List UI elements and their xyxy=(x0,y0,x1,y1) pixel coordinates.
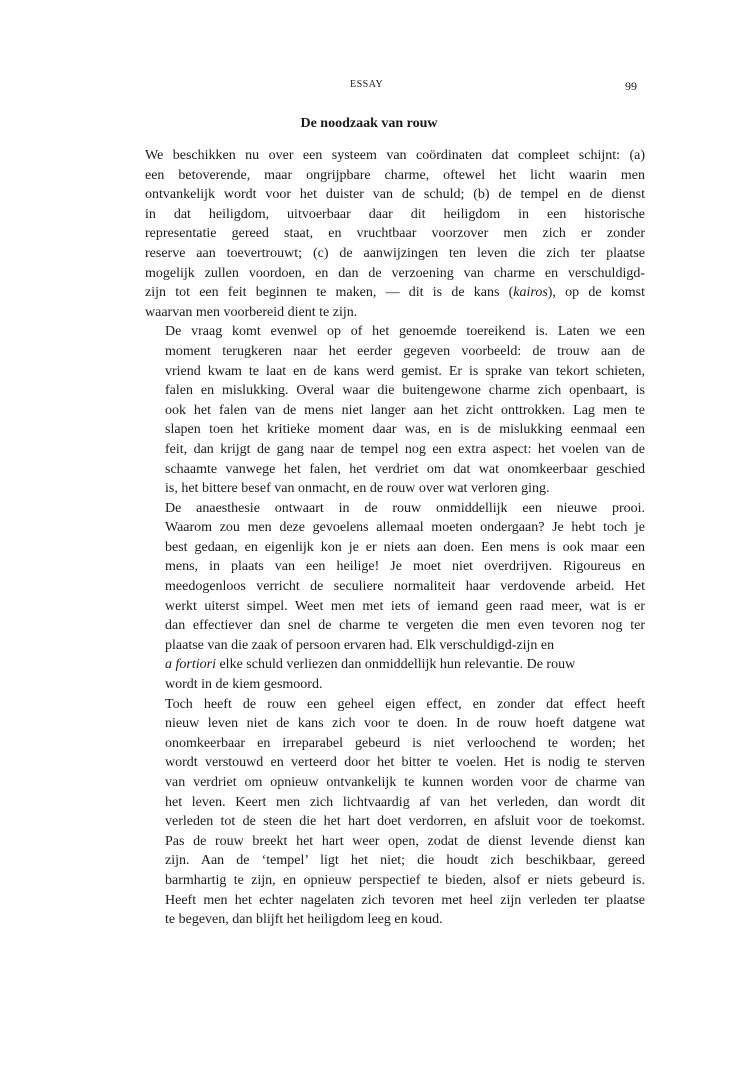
text-line: meedogenloos verricht de seculiere normaliteit haar verdovende arbeid. Het xyxy=(165,579,645,595)
text-line: plaatse van die zaak of persoon ervaren had. Elk verschuldigd-zijn en xyxy=(165,637,555,653)
text-line: Toch heeft de rouw een geheel eigen effect, en zonder dat effect heeft xyxy=(165,696,645,712)
text-segment: ), op de komst xyxy=(547,285,646,301)
text-line: moment terugkeren naar het eerder gegeven voorbeeld: de trouw aan de xyxy=(165,343,645,359)
text-line: nieuw leven niet de kans zich voor te doen. In de rouw hoeft datgene wat xyxy=(165,716,645,732)
text-line xyxy=(145,655,645,675)
essay-title: De noodzaak van rouw xyxy=(300,116,438,131)
text-line: falen en mislukking. Overal waar die buitengewone charme zich openbaart, is xyxy=(165,383,645,399)
text-line: werkt uiterst simpel. Weet men met iets of iemand geen raad meer, wat is er xyxy=(165,598,645,614)
text-line: wordt in de kiem gesmoord. xyxy=(165,677,323,693)
text-line: in dat heiligdom, uitvoerbaar daar dit heiligdom in een historische xyxy=(145,206,645,222)
text-line: wordt verstouwd en verteerd door het bitter te voelen. Het is nodig te sterven xyxy=(165,755,645,771)
paragraph-4 xyxy=(145,695,645,930)
text-line: Heeft men het echter nagelaten zich tevoren met heel zijn verleden ter plaatse xyxy=(165,892,645,908)
text-line: schaamte vanwege het falen, het verdriet om dat wat onomkeerbaar geschied xyxy=(165,461,645,477)
body-text xyxy=(145,146,645,930)
text-line: feit, dan krijgt de gang naar de tempel nog een extra aspect: het voelen van de xyxy=(165,441,645,457)
text-line: ook het falen van de mens niet langer aan het zicht onttrokken. Lag men te xyxy=(165,402,645,418)
text-line: verleden tot de steen die het hart doet verdorren, en afsluit voor de toekomst. xyxy=(165,814,645,830)
italic-term: kairos xyxy=(513,285,548,301)
text-line: mens, in plaats van een heilige! Je moet niet overdrijven. Rigoureus en xyxy=(165,559,645,575)
page-number: 99 xyxy=(625,79,637,93)
text-segment: elke schuld verliezen dan onmiddellijk hun relevantie. De rouw xyxy=(215,657,576,673)
running-header xyxy=(0,79,738,95)
text-line: is, het bittere besef van onmacht, en de rouw over wat verloren ging. xyxy=(165,481,550,497)
paragraph-1 xyxy=(145,146,645,322)
text-line: mogelijk zullen voordoen, en dan de verzoening van charme en verschuldigd- xyxy=(145,265,645,281)
text-line: De anaesthesie ontwaart in de rouw onmiddellijk een nieuwe prooi. xyxy=(165,500,645,516)
text-line: waarvan men voorbereid dient te zijn. xyxy=(145,304,358,320)
paragraph-3 xyxy=(145,499,645,695)
text-line: Pas de rouw breekt het hart weer open, zodat de dienst levende dienst kan xyxy=(165,833,645,849)
text-line: vriend kwam te laat en de kans werd gemist. Er is sprake van tekort schieten, xyxy=(165,363,645,379)
text-line: representatie gereed staat, en vruchtbaar voorzover men zich er zonder xyxy=(145,226,645,242)
text-line: dan effectiever dan snel de charme te vergeten die men even tevoren nog ter xyxy=(165,618,645,634)
paragraph-2 xyxy=(145,322,645,498)
text-line: te begeven, dan blijft het heiligdom leeg en koud. xyxy=(165,912,443,928)
text-line: onomkeerbaar en irreparabel gebeurd is niet verloochend te worden; het xyxy=(165,735,645,751)
text-line xyxy=(145,283,645,303)
text-line: een betoverende, maar ongrijpbare charme, oftewel het licht waarin men xyxy=(145,167,645,183)
running-title: ESSAY xyxy=(350,79,384,90)
text-line: We beschikken nu over een systeem van coördinaten dat compleet schijnt: (a) xyxy=(145,148,645,163)
text-line: barmhartig te zijn, en opnieuw perspectief te bieden, alsof er niets gebeurd is. xyxy=(165,872,645,888)
text-line: De vraag komt evenwel op of het genoemde toereikend is. Laten we een xyxy=(165,324,645,340)
text-line: reserve aan toevertrouwt; (c) de aanwijzingen ten leven die zich ter plaatse xyxy=(145,245,645,261)
text-line: zijn. Aan de ‘tempel’ ligt het niet; die houdt zich beschikbaar, gereed xyxy=(165,853,645,869)
text-line: van verdriet om opnieuw ontvankelijk te kunnen worden voor de charme van xyxy=(165,775,645,790)
text-segment: zijn tot een feit beginnen te maken, — dit is de kans ( xyxy=(145,285,514,301)
text-line: slapen toen het kritieke moment daar was, en is de mislukking eenmaal een xyxy=(165,422,645,438)
italic-term: a fortiori xyxy=(165,657,216,673)
text-line: best gedaan, en eigenlijk kon je er niets aan doen. Een mens is ook maar een xyxy=(165,539,645,555)
text-line: het leven. Keert men zich lichtvaardig af van het verleden, dan wordt dit xyxy=(165,794,645,810)
text-line: Waarom zou men deze gevoelens allemaal moeten ondergaan? Je hebt toch je xyxy=(165,520,645,536)
text-line: ontvankelijk wordt voor het duister van de schuld; (b) de tempel en de dienst xyxy=(145,187,645,203)
